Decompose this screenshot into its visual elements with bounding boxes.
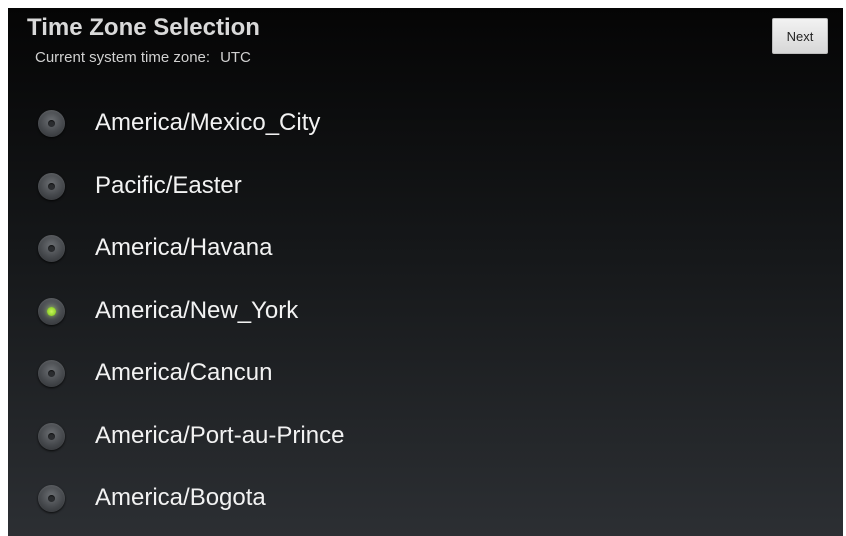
radio-unchecked-icon[interactable] (38, 110, 65, 137)
radio-dot (48, 245, 55, 252)
timezone-option-label: America/Port-au-Prince (95, 421, 345, 449)
timezone-option-label: Pacific/Easter (95, 171, 242, 199)
radio-unchecked-icon[interactable] (38, 235, 65, 262)
timezone-option[interactable] (8, 343, 843, 406)
current-timezone-label: Current system time zone: (35, 49, 211, 66)
timezone-option[interactable] (8, 468, 843, 531)
timezone-screen (8, 8, 843, 536)
timezone-option[interactable] (8, 406, 843, 469)
radio-dot (48, 183, 55, 190)
timezone-option-label: America/Cancun (95, 359, 273, 386)
timezone-option[interactable] (8, 156, 843, 219)
radio-unchecked-icon[interactable] (38, 360, 65, 387)
radio-unchecked-icon[interactable] (38, 173, 65, 200)
page-title: Time Zone Selection (27, 14, 260, 41)
next-button[interactable]: Next (772, 18, 828, 54)
timezone-option-label: America/Mexico_City (95, 109, 321, 136)
timezone-option[interactable] (8, 93, 843, 156)
timezone-option-label: America/Bogota (95, 484, 266, 511)
current-timezone-line (35, 49, 251, 67)
timezone-option-label: America/New_York (95, 296, 299, 324)
timezone-list (8, 93, 843, 531)
timezone-option-label: America/Havana (95, 234, 273, 261)
radio-unchecked-icon[interactable] (38, 485, 65, 512)
current-timezone-value: UTC (220, 49, 251, 66)
radio-dot (48, 495, 55, 502)
radio-unchecked-icon[interactable] (38, 423, 65, 450)
radio-dot (47, 307, 56, 316)
radio-checked-icon[interactable] (38, 298, 65, 325)
radio-dot (48, 433, 55, 440)
timezone-option[interactable] (8, 218, 843, 281)
timezone-option[interactable] (8, 281, 843, 344)
radio-dot (48, 370, 55, 377)
radio-dot (48, 120, 55, 127)
